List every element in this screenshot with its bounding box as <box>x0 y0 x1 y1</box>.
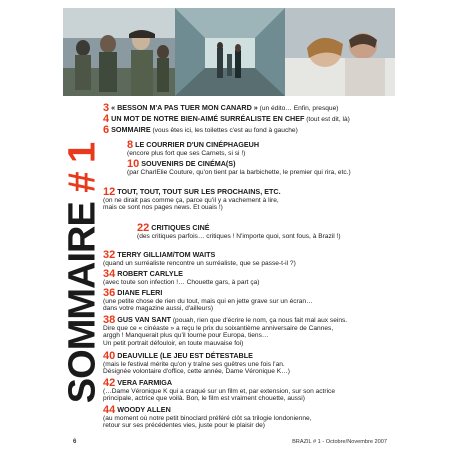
entry-desc: (on ne dirait pas comme ça, parce qu'il y a vachement à lire, <box>103 196 279 204</box>
list-item <box>103 379 335 403</box>
entry-desc: arggh ! Manquerait plus qu'il tourne pour Europa, tiens… <box>103 332 269 340</box>
entry-title: WOODY ALLEN <box>117 405 171 414</box>
entry-page: 36 <box>103 287 116 299</box>
entry-page: 42 <box>103 377 116 389</box>
list-item <box>103 406 312 430</box>
photo-soldiers <box>63 8 175 96</box>
entry-title: SOUVENIRS DE CINÉMA(S) <box>141 159 236 168</box>
entry-desc: principale, actrice que voilà. Bon, le film est vraiment chouette, aussi) <box>103 395 305 403</box>
title-main: SOMMAIRE <box>61 192 104 404</box>
list-item <box>103 188 281 212</box>
entry-page: 38 <box>103 314 116 326</box>
list-item <box>103 251 296 267</box>
list-item <box>103 352 290 376</box>
photo-strip <box>63 8 395 96</box>
entry-desc: (avec toute son infection !… Chouette gars, à part ça) <box>103 278 260 286</box>
entry-title: CRITIQUES CINÉ <box>151 223 210 232</box>
entry-page: 4 <box>103 113 110 125</box>
entry-title: LE COURRIER D'UN CINÉPHAGEUH <box>135 140 260 149</box>
entry-desc: (pouah, rien que d'écrire le nom, ça nous fait mal aux seins. <box>171 317 348 324</box>
couple-photo-icon <box>285 8 395 96</box>
entry-page: 40 <box>103 350 116 362</box>
entry-title: SOMMAIRE <box>111 125 151 134</box>
list-item <box>103 126 298 135</box>
entry-desc: Un petit portrait défouloir, en toute mauvaise foi) <box>103 339 244 347</box>
entry-title: ROBERT CARLYLE <box>117 269 183 278</box>
title-number: # 1 <box>61 142 104 193</box>
entry-title: « BESSON M'A PAS TUER MON CANARD » <box>111 103 258 112</box>
entry-title: TERRY GILLIAM/TOM WAITS <box>117 250 216 259</box>
entry-desc: (par CharlElie Couture, qu'on tient par la barbichette, le premier qui rira, etc.) <box>127 168 351 176</box>
entry-page: 6 <box>103 124 110 136</box>
entry-page: 32 <box>103 249 116 261</box>
entry-desc: (mais le festival mérite qu'on y traîne ses guêtres une fois l'an. <box>103 360 285 368</box>
entry-desc: (un édito… Enfin, presque) <box>257 105 339 112</box>
entry-desc: retour sur ses précédentes vies, juste pour le plaisir de) <box>103 422 265 430</box>
entry-desc: (au moment où notre petit binoclard préféré clôt sa trilogie londonienne, <box>103 414 312 422</box>
entry-title: TOUT, TOUT, TOUT SUR LES PROCHAINS, ETC. <box>117 187 281 196</box>
photo-corridor <box>175 8 285 96</box>
photo-couple <box>285 8 395 96</box>
issue-info: BRAZIL # 1 - Octobre/Novembre 2007 <box>292 439 387 445</box>
list-item <box>137 224 341 240</box>
entry-desc: (encore plus fort que ses Carnets, si si !) <box>127 149 246 157</box>
entry-desc: Dire que ce « cinéaste » a reçu le prix du soixantième anniversaire de Cannes, <box>103 324 334 332</box>
entry-page: 10 <box>127 158 140 170</box>
entry-title: GUS VAN SANT <box>117 315 172 324</box>
entry-page: 3 <box>103 102 110 114</box>
list-item <box>103 270 260 286</box>
entry-title: VERA FARMIGA <box>117 378 173 387</box>
entry-title: UN MOT DE NOTRE BIEN-AIMÉ SURRÉALISTE EN CHEF <box>111 114 305 123</box>
entry-title: DEAUVILLE (LE JEU EST DÉTESTABLE <box>117 351 253 360</box>
entry-title: DIANE FLERI <box>117 288 163 297</box>
list-item <box>103 104 338 113</box>
entry-desc: (des critiques parfois… critiques ! N'importe quoi, sont fous, à Brazil !) <box>137 232 341 240</box>
magazine-page <box>63 8 395 450</box>
entry-page: 34 <box>103 268 116 280</box>
entry-desc: mais ce sont nos pages news. Et ouais !) <box>103 204 223 212</box>
list-item <box>127 160 351 176</box>
entry-desc: Désignée volontaire d'office, cette année, Dame Véronique K…) <box>103 368 290 376</box>
entry-page: 12 <box>103 186 116 198</box>
entry-desc: (tout est dit, là) <box>304 116 350 123</box>
page-number: 6 <box>73 439 77 445</box>
entry-desc: (…Dame Véronique K qui a craqué sur un film et, par extension, sur son actrice <box>103 387 335 395</box>
corridor-photo-icon <box>175 8 285 96</box>
entry-desc: dans votre magazine aussi, d'ailleurs) <box>103 305 214 313</box>
entry-desc: (une petite chose de rien du tout, mais qui en jette grave sur un écran… <box>103 297 313 305</box>
soldiers-photo-icon <box>63 8 175 96</box>
entry-page: 8 <box>127 139 134 151</box>
page-title <box>62 143 105 403</box>
list-item <box>103 316 347 347</box>
entry-page: 44 <box>103 404 116 416</box>
list-item <box>127 141 259 157</box>
vertical-title-area <box>63 108 103 438</box>
entry-page: 22 <box>137 222 150 234</box>
entry-desc: (vous êtes ici, les toilettes c'est au fond à gauche) <box>150 127 298 134</box>
entry-desc: (quand un surréaliste rencontre un surréaliste, que se passe-t-il ?) <box>103 259 296 267</box>
list-item <box>103 115 350 124</box>
list-item <box>103 289 313 313</box>
